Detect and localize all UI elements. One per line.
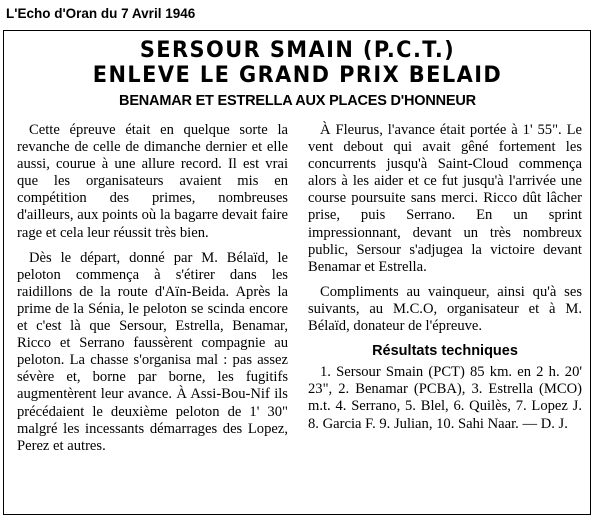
article-column-left xyxy=(17,122,288,463)
results-text: 1. Sersour Smain (PCT) 85 km. en 2 h. 20' 23", 2. Benamar (PCBA), 3. Estrella (MCO) m.t. 4. Serrano, 5. Blel, 6. Quilès, 7. Lopez J. 8. Garcia F. 9. Julian, 10. Sahi Naar. — D. J. xyxy=(308,364,582,432)
headline-line-1: SERSOUR SMAIN (P.C.T.) xyxy=(139,38,456,63)
article-paragraph: À Fleurus, l'avance était portée à 1' 55". Le vent debout qui avait gêné fortement les concurrents jusqu'à Saint-Cloud commença alors à les aider et ce fut jusqu'à l'arrivée une course poursuite sans merci. Ricco dût lâcher prise, puis Serrano. En un sprint impressionnant, devant un très nombreux public, Sersour s'adjugea la victoire devant Benamar et Estrella. xyxy=(308,122,582,275)
headline-line-2: ENLEVE LE GRAND PRIX BELAID xyxy=(92,63,503,88)
article-paragraph: Dès le départ, donné par M. Bélaïd, le peloton commença à s'étirer dans les raidillons de la route d'Aïn-Beida. Après la prime de la Sénia, le peloton se scinda encore et c'est là que Sersour, Estrella, Benamar, Ricco et Serrano faussèrent compagnie au peloton. La chasse s'organisa mal : pas assez sévère et, borne par borne, les fugitifs augmentèrent leur avance. À Assi-Bou-Nif ils précédaient le deuxième peloton de 1' 30" malgré les incessants démarrages des Lopez, Perez et autres. xyxy=(17,249,288,454)
article-paragraph: Cette épreuve était en quelque sorte la revanche de celle de dimanche dernier et elle aussi, courue à une allure record. Il est vrai que les organisateurs avaient mis en compétition des primes, nombreuses d'ailleurs, aux points où la bagarre devait faire rage et cela leur réussit très bien. xyxy=(17,122,288,241)
article-paragraph: Compliments au vainqueur, ainsi qu'à ses suivants, au M.C.O, organisateur et à M. Bélaïd, donateur de l'épreuve. xyxy=(308,283,582,335)
subheadline: BENAMAR ET ESTRELLA AUX PLACES D'HONNEUR xyxy=(119,93,476,109)
results-title: Résultats techniques xyxy=(372,343,518,360)
newspaper-source-line: L'Echo d'Oran du 7 Avril 1946 xyxy=(6,6,196,21)
article-column-right xyxy=(308,122,582,441)
